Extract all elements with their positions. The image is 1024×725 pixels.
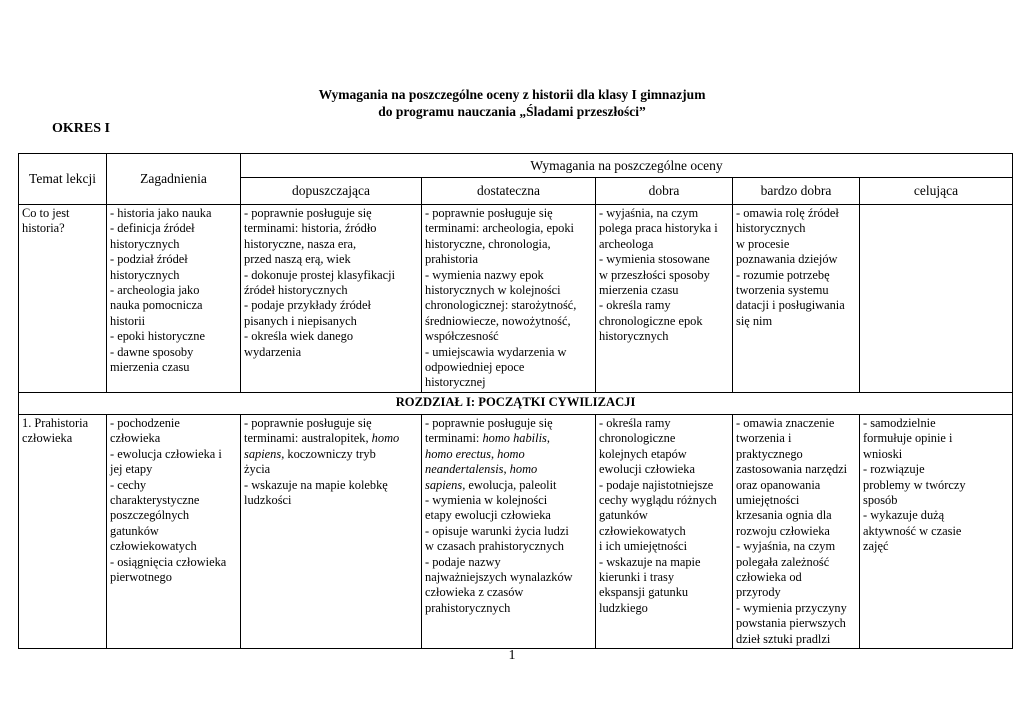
row2-temat: 1. Prahistoria człowieka [19,415,107,649]
row2-celujaca: - samodzielnie formułuje opinie i wnioski - rozwiązuje problemy w twórczy sposób - wykazuje dużą aktywność w czasie zajęć [860,415,1013,649]
header-zagadnienia: Zagadnienia [107,154,241,205]
row2-dostateczna: - poprawnie posługuje się terminami: homo habilis, homo erectus, homo neandertalensis, homo sapiens, ewolucja, paleolit - wymienia w kolejności etapy ewolucji człowieka - opisuje warunki życia ludzi w czasach prahistorycznych - podaje nazwy najważniejszych wynalazków człowieka z czasów prahistorycznych [422,415,596,649]
header-grade-celujaca: celująca [860,178,1013,205]
document-title-line2: do programu nauczania „Śladami przeszłości” [378,104,646,119]
section-heading: ROZDZIAŁ I: POCZĄTKI CYWILIZACJI [19,393,1013,415]
document-title-line1: Wymagania na poszczególne oceny z historii dla klasy I gimnazjum [318,87,706,102]
row1-celujaca [860,205,1013,393]
header-wymagania: Wymagania na poszczególne oceny [241,154,1013,178]
header-temat-lekcji: Temat lekcji [19,154,107,205]
table-row [19,205,1013,393]
row2-dopuszczajaca: - poprawnie posługuje się terminami: australopitek, homo sapiens, koczowniczy tryb życia - wskazuje na mapie kolebkę ludzkości [241,415,422,649]
row2-dobra: - określa ramy chronologiczne kolejnych etapów ewolucji człowieka - podaje najistotniejsze cechy wyglądu różnych gatunków człowiekowatych i ich umiejętności - wskazuje na mapie kierunki i trasy ekspansji gatunku ludzkiego [596,415,733,649]
header-grade-dostateczna: dostateczna [422,178,596,205]
row1-bardzo-dobra: - omawia rolę źródeł historycznych w procesie poznawania dziejów - rozumie potrzebę tworzenia systemu datacji i posługiwania się nim [733,205,860,393]
row1-temat: Co to jest historia? [19,205,107,393]
period-label: OKRES I [52,121,110,136]
row2-zagadnienia: - pochodzenie człowieka - ewolucja człowieka i jej etapy - cechy charakterystyczne poszczególnych gatunków człowiekowatych - osiągnięcia człowieka pierwotnego [107,415,241,649]
header-grade-dopuszczajaca: dopuszczająca [241,178,422,205]
requirements-table [18,153,1013,649]
row1-dostateczna: - poprawnie posługuje się terminami: archeologia, epoki historyczne, chronologia, prahistoria - wymienia nazwy epok historycznych w kolejności chronologicznej: starożytność, średniowiecze, nowożytność, współczesność - umiejscawia wydarzenia w odpowiedniej epoce historycznej [422,205,596,393]
row2-bardzo-dobra: - omawia znaczenie tworzenia i praktycznego zastosowania narzędzi oraz opanowania umiejętności krzesania ognia dla rozwoju człowieka - wyjaśnia, na czym polegała zależność człowieka od przyrody - wymienia przyczyny powstania pierwszych dzieł sztuki pradlzi [733,415,860,649]
header-grade-dobra: dobra [596,178,733,205]
page-number: 1 [508,648,516,663]
row1-dopuszczajaca: - poprawnie posługuje się terminami: historia, źródło historyczne, nasza era, przed naszą erą, wiek - dokonuje prostej klasyfikacji źródeł historycznych - podaje przykłady źródeł pisanych i niepisanych - określa wiek danego wydarzenia [241,205,422,393]
row1-zagadnienia: - historia jako nauka - definicja źródeł historycznych - podział źródeł historycznych - archeologia jako nauka pomocnicza historii - epoki historyczne - dawne sposoby mierzenia czasu [107,205,241,393]
row1-dobra: - wyjaśnia, na czym polega praca historyka i archeologa - wymienia stosowane w przeszłości sposoby mierzenia czasu - określa ramy chronologiczne epok historycznych [596,205,733,393]
table-row [19,415,1013,649]
header-grade-bardzo-dobra: bardzo dobra [733,178,860,205]
